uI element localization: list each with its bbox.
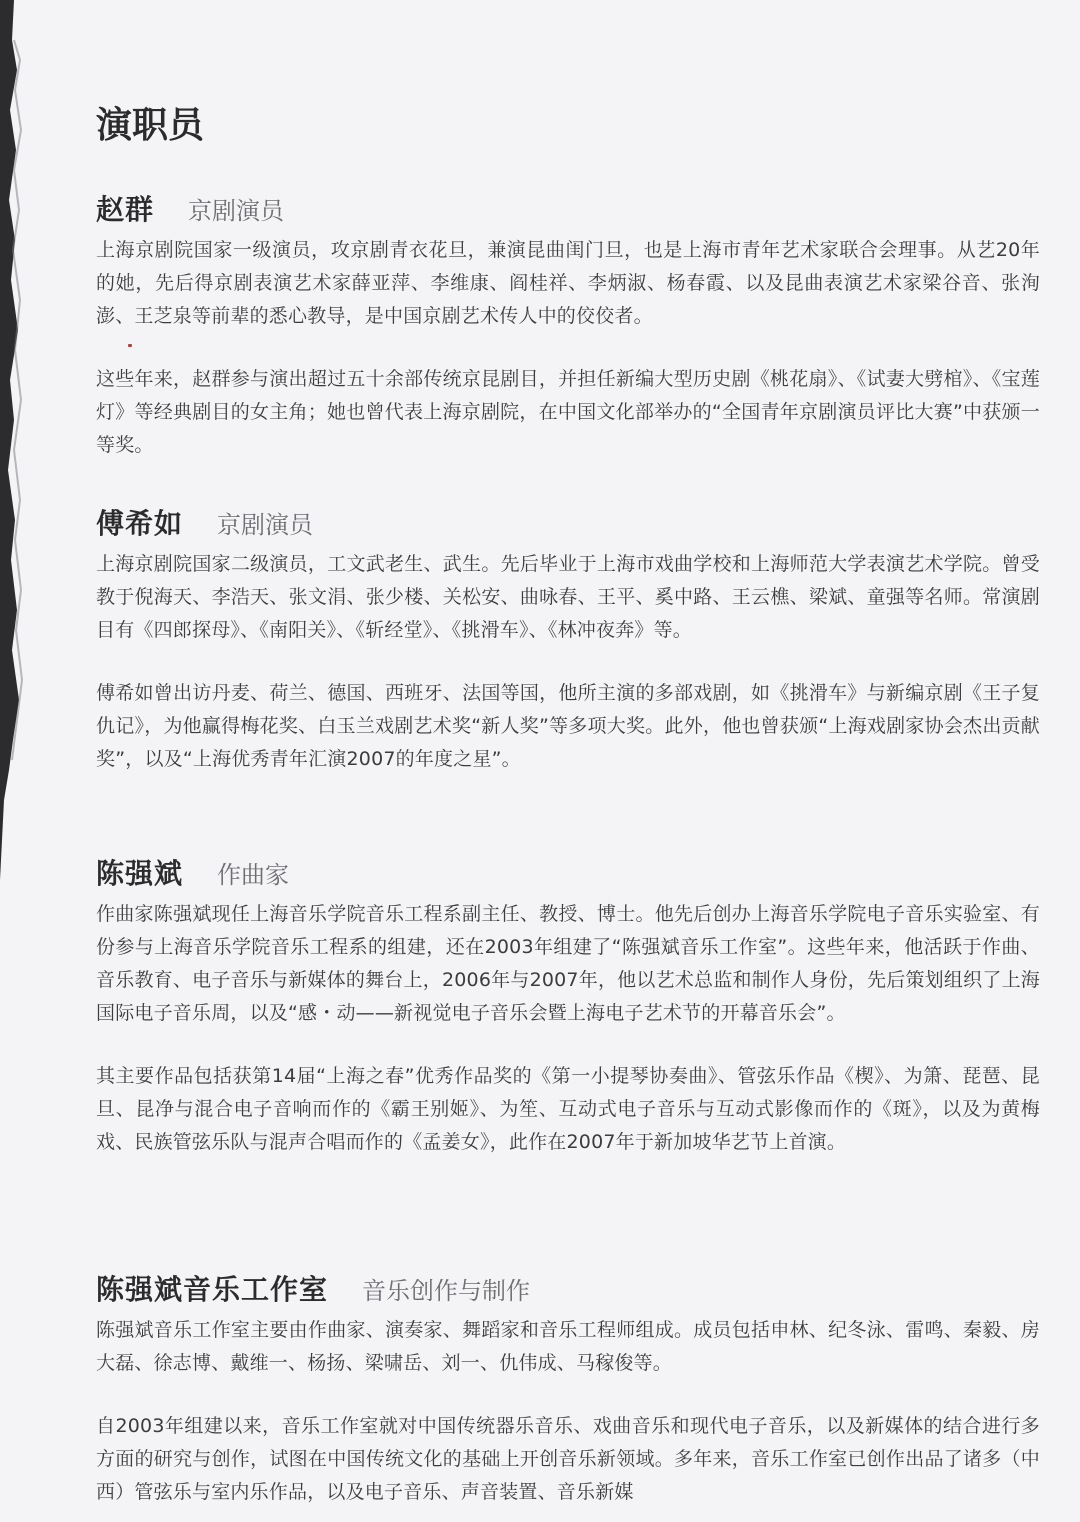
person-role: 音乐创作与制作 [362,1277,531,1305]
section-zhao-qun [96,188,1040,462]
bio-paragraph: 上海京剧院国家一级演员，攻京剧青衣花旦，兼演昆曲闺门旦，也是上海市青年艺术家联合会理事。从艺20年的她，先后得京剧表演艺术家薛亚萍、李维康、阎桂祥、李炳淑、杨春霞、以及昆曲表演艺术家梁谷音、张洵澎、王芝泉等前辈的悉心教导，是中国京剧艺术传人中的佼佼者。 [96,239,1040,327]
bio-paragraph: 这些年来，赵群参与演出超过五十余部传统京昆剧目，并担任新编大型历史剧《桃花扇》、《试妻大劈棺》、《宝莲灯》等经典剧目的女主角；她也曾代表上海京剧院，在中国文化部举办的“全国青年京剧演员评比大赛”中获颁一等奖。 [96,368,1040,456]
bio-paragraph: 作曲家陈强斌现任上海音乐学院音乐工程系副主任、教授、博士。他先后创办上海音乐学院电子音乐实验室、有份参与上海音乐学院音乐工程系的组建，还在2003年组建了“陈强斌音乐工作室”。这些年来，他活跃于作曲、音乐教育、电子音乐与新媒体的舞台上，2006年与2007年，他以艺术总监和制作人身份，先后策划组织了上海国际电子音乐周，以及“感・动——新视觉电子音乐会暨上海电子艺术节的开幕音乐会”。 [96,903,1040,1024]
page-title: 演职员 [96,105,205,146]
bio-paragraph: 其主要作品包括获第14届“上海之春”优秀作品奖的《第一小提琴协奏曲》、管弦乐作品《楔》、为箫、琵琶、昆旦、昆净与混合电子音响而作的《霸王别姬》、为笙、互动式电子音乐与互动式影像而作的《斑》，以及为黄梅戏、民族管弦乐队与混声合唱而作的《孟姜女》，此作在2007年于新加坡华艺节上首演。 [96,1065,1040,1153]
person-role: 京剧演员 [188,197,285,225]
bio-paragraph: 自2003年组建以来，音乐工作室就对中国传统器乐音乐、戏曲音乐和现代电子音乐，以及新媒体的结合进行多方面的研究与创作，试图在中国传统文化的基础上开创音乐新领域。多年来，音乐工作室已创作出品了诸多（中西）管弦乐与室内乐作品，以及电子音乐、声音装置、音乐新媒 [96,1415,1040,1503]
person-role: 京剧演员 [217,511,314,539]
bio-paragraph: 陈强斌音乐工作室主要由作曲家、演奏家、舞蹈家和音乐工程师组成。成员包括申林、纪冬泳、雷鸣、秦毅、房大磊、徐志博、戴维一、杨扬、梁啸岳、刘一、仇伟成、马稼俊等。 [96,1319,1040,1374]
bio-paragraph: 傅希如曾出访丹麦、荷兰、德国、西班牙、法国等国，他所主演的多部戏剧，如《挑滑车》与新编京剧《王子复仇记》，为他赢得梅花奖、白玉兰戏剧艺术奖“新人奖”等多项大奖。此外，他也曾获颁“上海戏剧家协会杰出贡献奖”，以及“上海优秀青年汇演2007的年度之星”。 [96,682,1040,770]
person-name: 陈强斌 [96,857,184,890]
torn-paper-edge [0,0,30,1522]
section-music-studio [96,1268,1040,1509]
section-header [96,502,1040,542]
person-name: 赵群 [96,193,155,226]
section-fu-xiru [96,502,1040,776]
person-role: 作曲家 [217,861,290,889]
section-header [96,188,1040,228]
person-name: 傅希如 [96,507,184,540]
section-chen-qiangbin [96,852,1040,1159]
person-name: 陈强斌音乐工作室 [96,1273,329,1306]
section-header [96,1268,1040,1308]
bio-paragraph: 上海京剧院国家二级演员，工文武老生、武生。先后毕业于上海市戏曲学校和上海师范大学表演艺术学院。曾受教于倪海天、李浩天、张文涓、张少楼、关松安、曲咏春、王平、奚中路、王云樵、梁斌、童强等名师。常演剧目有《四郎探母》、《南阳关》、《斩经堂》、《挑滑车》、《林冲夜奔》等。 [96,553,1040,641]
section-header [96,852,1040,892]
